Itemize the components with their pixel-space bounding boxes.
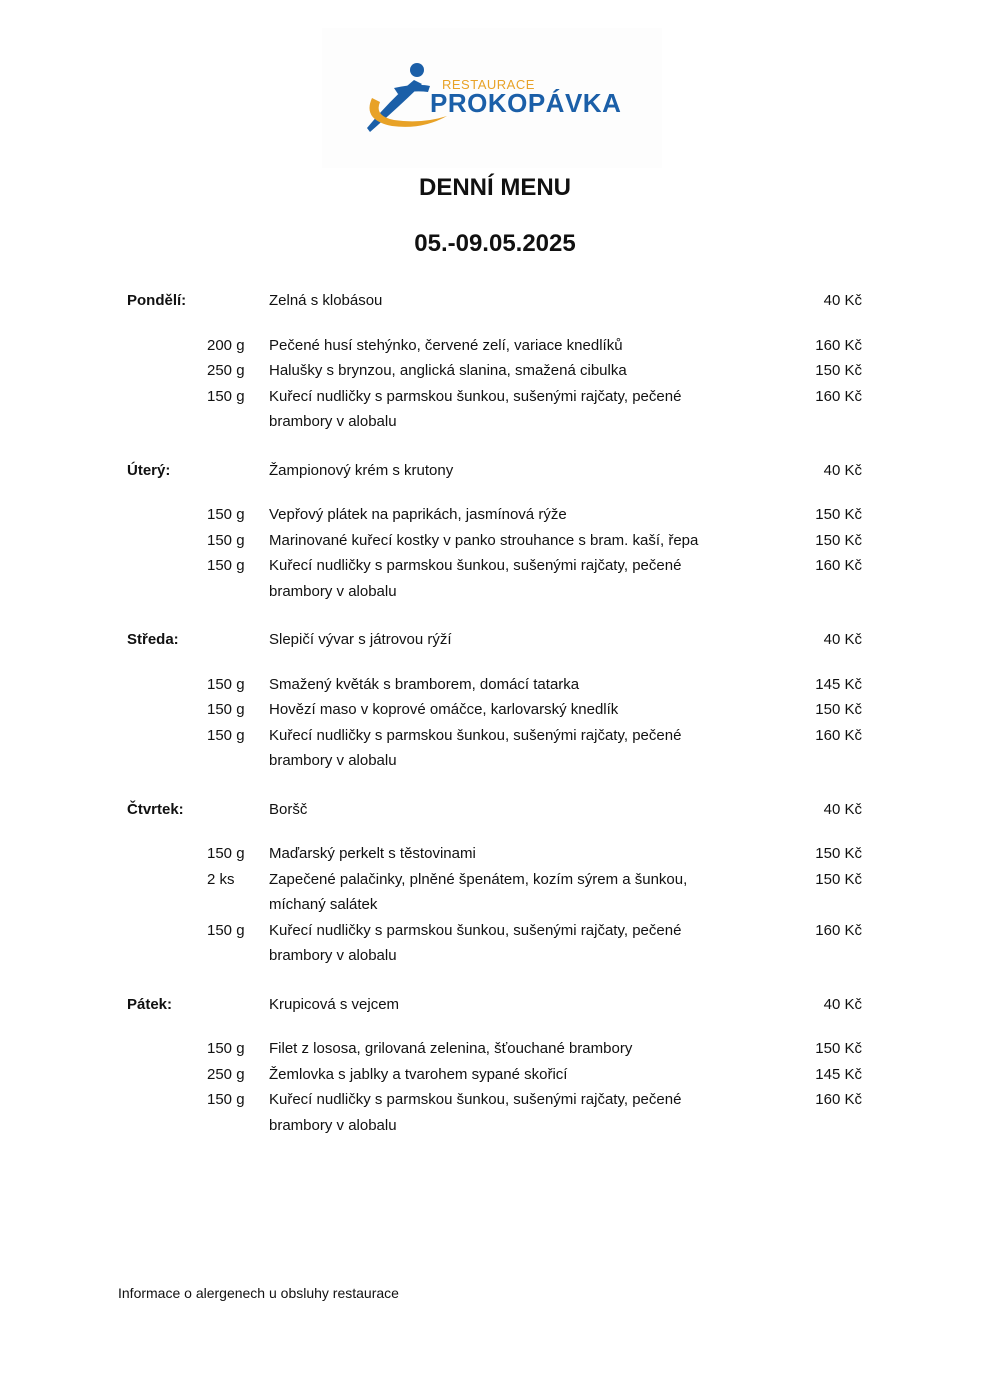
day-section	[127, 288, 867, 435]
dish-row	[127, 723, 867, 774]
dish-price: 160 Kč	[815, 336, 862, 354]
dish-qty: 150 g	[207, 557, 245, 574]
soup-row	[127, 797, 867, 823]
dish-qty: 250 g	[207, 1065, 245, 1083]
dish-row	[127, 918, 867, 969]
dish-price: 160 Kč	[815, 921, 862, 939]
dish-qty: 150 g	[207, 675, 245, 693]
dish-name: Maďarský perkelt s těstovinami	[269, 845, 476, 862]
dish-row	[127, 528, 867, 554]
dish-name: Kuřecí nudličky s parmskou šunkou, sušenými rajčaty, pečené brambory v alobalu	[269, 726, 682, 769]
dish-name: Žemlovka s jablky a tvarohem sypané skořicí	[269, 1065, 568, 1083]
dish-qty: 150 g	[207, 387, 245, 405]
soup-name: Boršč	[269, 800, 308, 818]
dish-row	[127, 1036, 867, 1062]
dish-qty: 150 g	[207, 845, 245, 862]
soup-price: 40 Kč	[823, 461, 862, 479]
menu-title: DENNÍ MENU	[418, 174, 571, 201]
day-name: Pátek:	[127, 995, 173, 1013]
dish-name: Halušky s brynzou, anglická slanina, smažená cibulka	[269, 362, 627, 379]
soup-row	[127, 992, 867, 1018]
dish-qty: 150 g	[207, 1040, 245, 1057]
day-section	[127, 458, 867, 605]
dish-name: Hovězí maso v koprové omáčce, karlovarský knedlík	[269, 701, 619, 718]
logo-subtitle: RESTAURACE	[442, 77, 535, 92]
dish-name: Filet z lososa, grilovaná zelenina, šťouchané brambory	[269, 1040, 633, 1057]
dish-name: Kuřecí nudličky s parmskou šunkou, sušenými rajčaty, pečené brambory v alobalu	[269, 921, 682, 964]
dish-qty: 250 g	[207, 362, 245, 379]
dish-row	[127, 672, 867, 698]
dish-qty: 150 g	[207, 726, 245, 744]
dish-row	[127, 333, 867, 359]
dish-row	[127, 553, 867, 604]
day-section	[127, 797, 867, 969]
dish-qty: 150 g	[207, 701, 245, 718]
dish-row	[127, 697, 867, 723]
day-name: Čtvrtek:	[127, 800, 184, 818]
dish-row	[127, 841, 867, 867]
soup-name: Žampionový krém s krutony	[269, 461, 454, 479]
soup-name: Krupicová s vejcem	[269, 995, 400, 1013]
menu-list	[127, 288, 867, 1161]
day-name: Středa:	[127, 631, 179, 648]
soup-row	[127, 288, 867, 314]
dish-price: 150 Kč	[815, 845, 862, 862]
day-section	[127, 627, 867, 774]
dish-row	[127, 502, 867, 528]
soup-row	[127, 458, 867, 484]
dish-price: 150 Kč	[815, 701, 862, 718]
dish-name: Kuřecí nudličky s parmskou šunkou, sušenými rajčaty, pečené brambory v alobalu	[269, 557, 682, 600]
dish-price: 150 Kč	[815, 362, 862, 379]
dish-name: Kuřecí nudličky s parmskou šunkou, sušenými rajčaty, pečené brambory v alobalu	[269, 1091, 682, 1134]
dish-qty: 2 ks	[207, 870, 235, 888]
dish-qty: 150 g	[207, 531, 245, 549]
soup-name: Slepičí vývar s játrovou rýží	[269, 631, 452, 648]
dish-row	[127, 358, 867, 384]
dish-price: 145 Kč	[815, 1065, 862, 1083]
dish-name: Smažený květák s bramborem, domácí tatarka	[269, 675, 580, 693]
soup-price: 40 Kč	[823, 631, 862, 648]
menu-dates: 05.-09.05.2025	[414, 230, 576, 257]
dish-name: Kuřecí nudličky s parmskou šunkou, sušenými rajčaty, pečené brambory v alobalu	[269, 387, 682, 430]
dish-row	[127, 1087, 867, 1138]
dish-price: 150 Kč	[815, 506, 862, 523]
dish-price: 160 Kč	[815, 726, 862, 744]
dish-row	[127, 867, 867, 918]
dish-row	[127, 384, 867, 435]
soup-row	[127, 627, 867, 653]
dish-price: 160 Kč	[815, 557, 862, 574]
day-section	[127, 992, 867, 1139]
dish-name: Vepřový plátek na paprikách, jasmínová rýže	[269, 506, 567, 523]
soup-name: Zelná s klobásou	[269, 292, 383, 309]
allergen-note: Informace o alergenech u obsluhy restaurace	[118, 1285, 399, 1301]
soup-price: 40 Kč	[823, 292, 862, 309]
dish-price: 160 Kč	[815, 387, 862, 405]
dish-qty: 200 g	[207, 336, 245, 354]
dish-name: Zapečené palačinky, plněné špenátem, kozím sýrem a šunkou, míchaný salátek	[269, 870, 688, 913]
restaurant-logo	[322, 28, 662, 168]
dish-qty: 150 g	[207, 506, 245, 523]
dish-row	[127, 1062, 867, 1088]
dish-price: 145 Kč	[815, 675, 862, 693]
dish-price: 150 Kč	[815, 1040, 862, 1057]
dish-name: Pečené husí stehýnko, červené zelí, variace knedlíků	[269, 336, 623, 354]
dish-price: 150 Kč	[815, 531, 862, 549]
logo-name: PROKOPÁVKA	[430, 88, 622, 118]
soup-price: 40 Kč	[823, 800, 862, 818]
dish-price: 160 Kč	[815, 1091, 862, 1108]
dish-price: 150 Kč	[815, 870, 862, 888]
day-name: Úterý:	[127, 461, 171, 479]
dish-name: Marinované kuřecí kostky v panko strouhance s bram. kaší, řepa	[269, 531, 699, 549]
dish-qty: 150 g	[207, 921, 245, 939]
day-name: Pondělí:	[127, 292, 187, 309]
dish-qty: 150 g	[207, 1091, 245, 1108]
soup-price: 40 Kč	[823, 995, 862, 1013]
